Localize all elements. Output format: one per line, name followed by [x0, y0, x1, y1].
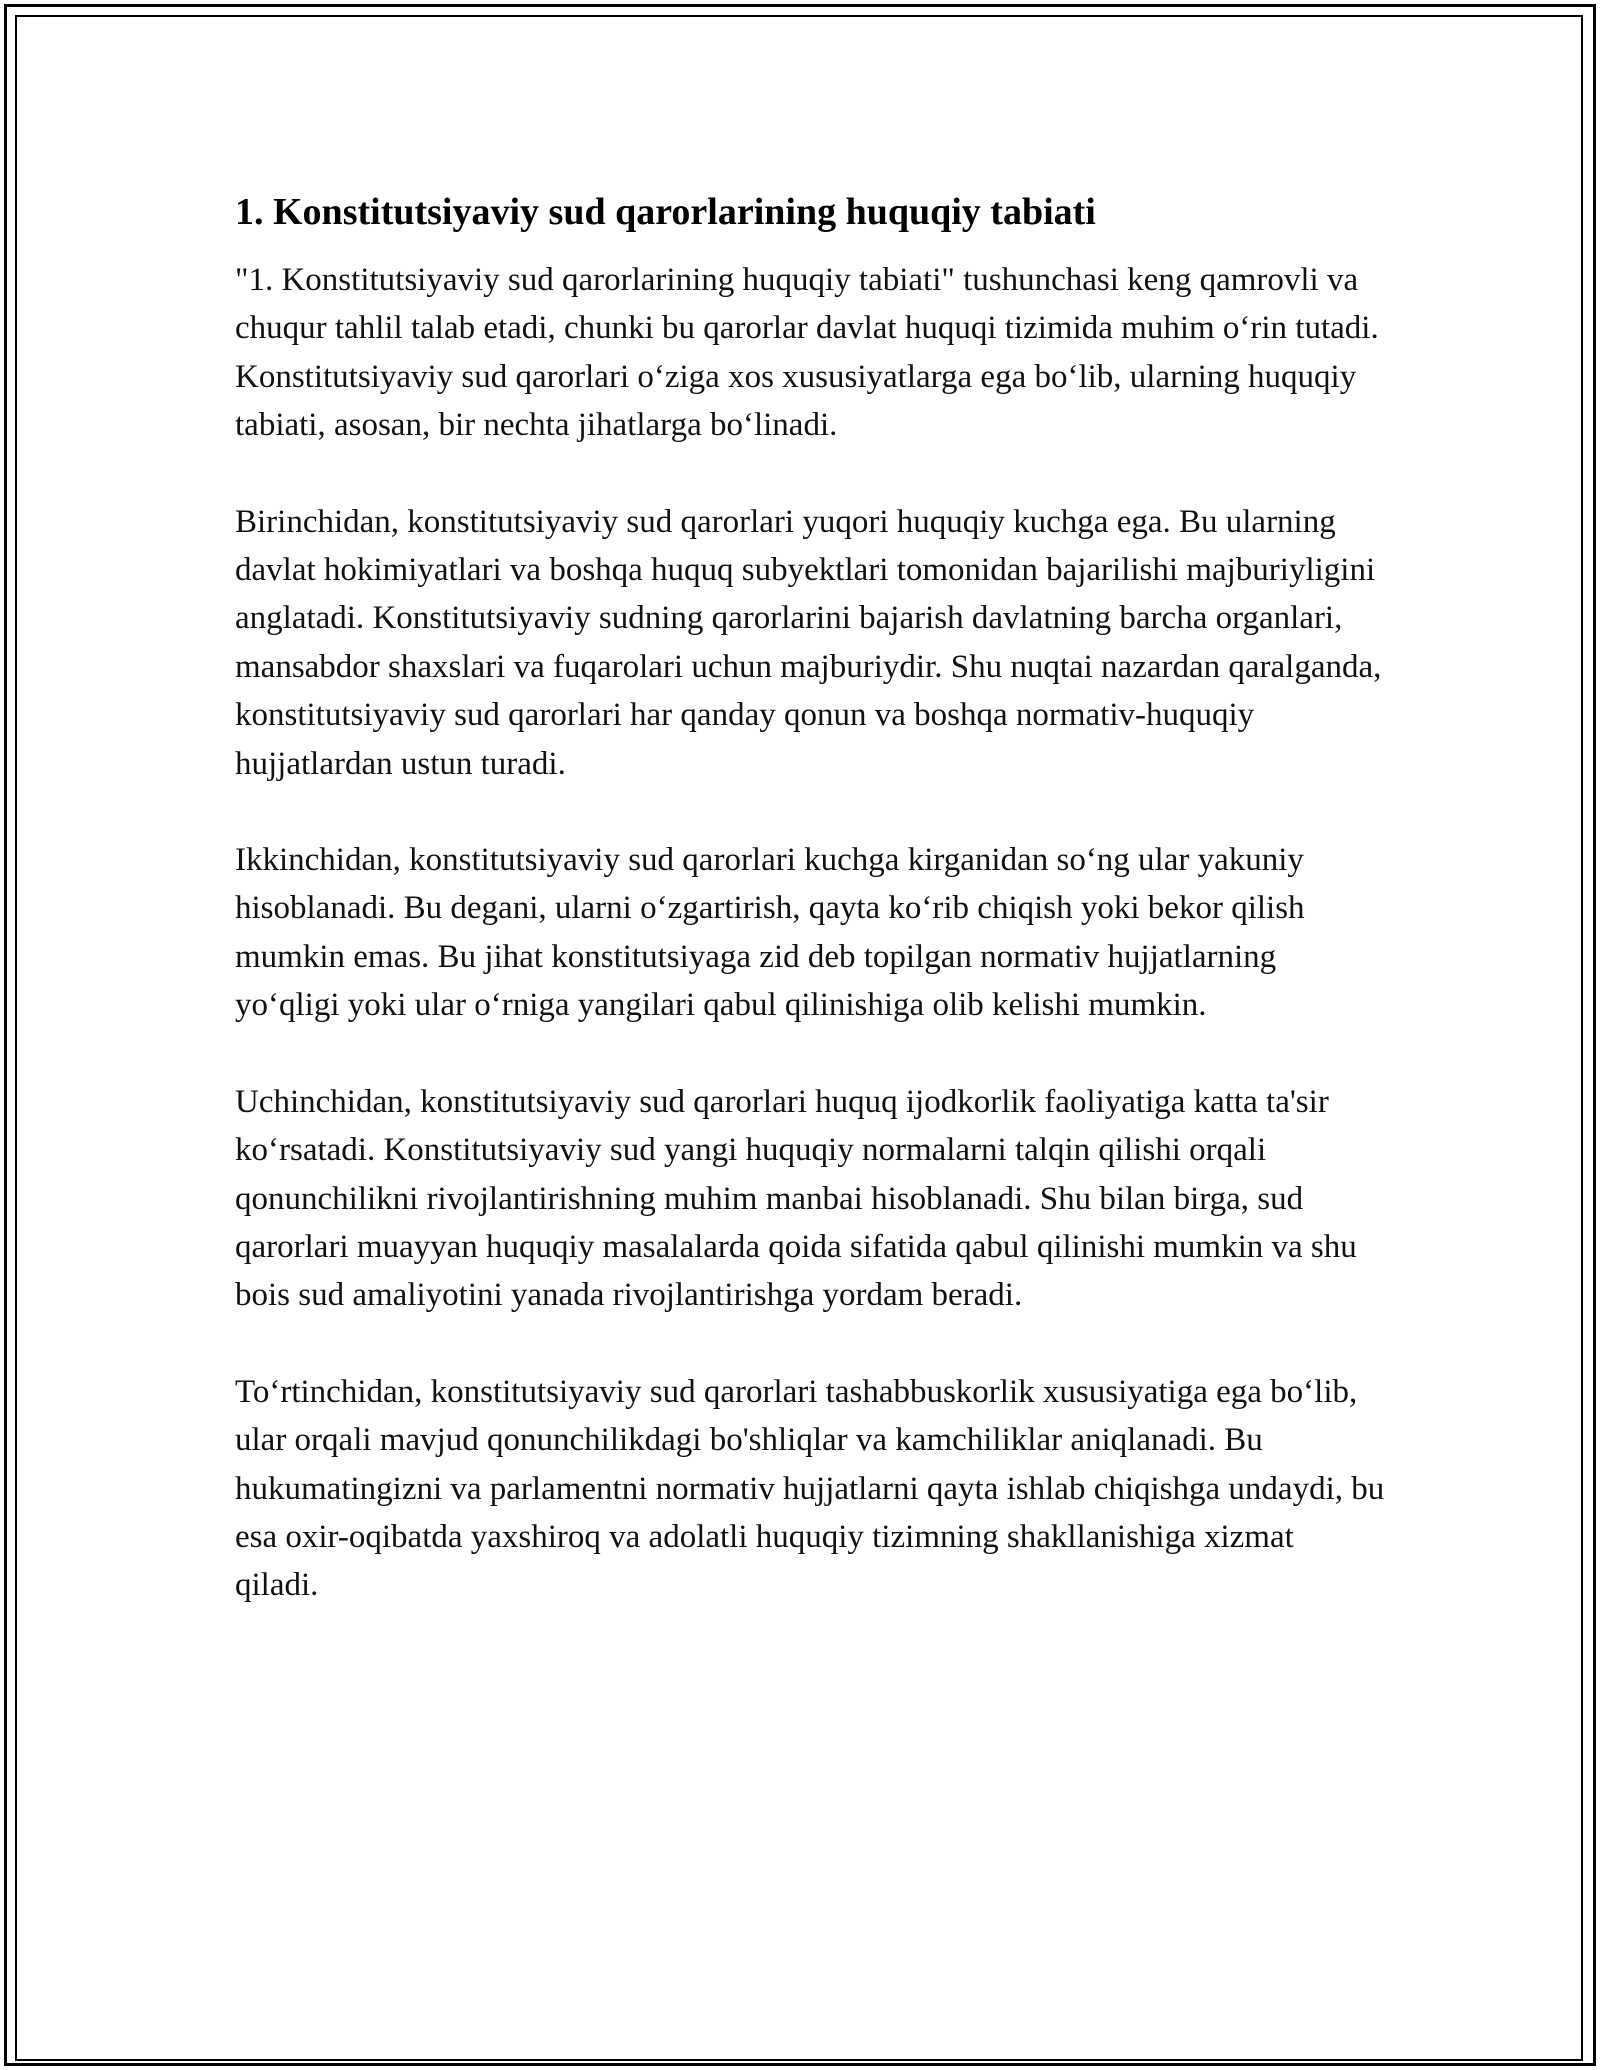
spacer — [235, 1320, 1385, 1368]
paragraph-intro: "1. Konstitutsiyaviy sud qarorlarining huquqiy tabiati" tushunchasi keng qamrovli va chuqur tahlil talab etadi, chunki bu qarorlar davlat huquqi tizimida muhim o‘rin tutadi. Konstitutsiyaviy sud qarorlari o‘ziga xos xususiyatlarga ega bo‘lib, ularning huquqiy tabiati, asosan, bir nechta jihatlarga bo‘linadi. — [235, 262, 1379, 444]
spacer — [235, 1030, 1385, 1078]
spacer — [235, 788, 1385, 836]
paragraph-fourth-point: To‘rtinchidan, konstitutsiyaviy sud qarorlari tashabbuskorlik xususiyatiga ega bo‘lib, ular orqali mavjud qonunchilikdagi bo'shliqlar va kamchiliklar aniqlanadi. Bu hukumatingizni va parlamentni normativ hujjatlarni qayta ishlab chiqishga undaydi, bu esa oxir-oqibatda yaxshiroq va adolatli huquqiy tizimning shakllanishiga xizmat qiladi. — [235, 1373, 1385, 1604]
paragraph-second-point: Ikkinchidan, konstitutsiyaviy sud qarorlari kuchga kirganidan so‘ng ular yakuniy hisoblanadi. Bu degani, ularni o‘zgartirish, qayta ko‘rib chiqish yoki bekor qilish mumkin emas. Bu jihat konstitutsiyaga zid deb topilgan normativ hujjatlarning yo‘qligi yoki ular o‘rniga yangilari qabul qilinishiga olib kelishi mumkin. — [235, 842, 1305, 1024]
spacer — [235, 238, 1385, 256]
paragraph-first-point: Birinchidan, konstitutsiyaviy sud qarorlari yuqori huquqiy kuchga ega. Bu ularning davlat hokimiyatlari va boshqa huquq subyektlari tomonidan bajarilishi majburiyligini anglatadi. Konstitutsiyaviy sudning qarorlarini bajarish davlatning barcha organlari, mansabdor shaxslari va fuqarolari uchun majburiydir. Shu nuqtai nazardan qaralganda, konstitutsiyaviy sud qarorlari har qanday qonun va boshqa normativ-huquqiy hujjatlardan ustun turadi. — [235, 503, 1382, 782]
document-body — [235, 186, 1385, 1610]
spacer — [235, 450, 1385, 498]
document-title: 1. Konstitutsiyaviy sud qarorlarining huquqiy tabiati — [235, 191, 1096, 233]
paragraph-third-point: Uchinchidan, konstitutsiyaviy sud qarorlari huquq ijodkorlik faoliyatiga katta ta'sir ko‘rsatadi. Konstitutsiyaviy sud yangi huquqiy normalarni talqin qilishi orqali qonunchilikni rivojlantirishning muhim manbai hisoblanadi. Shu bilan birga, sud qarorlari muayyan huquqiy masalalarda qoida sifatida qabul qilinishi mumkin va shu bois sud amaliyotini yanada rivojlantirishga yordam beradi. — [235, 1083, 1357, 1314]
